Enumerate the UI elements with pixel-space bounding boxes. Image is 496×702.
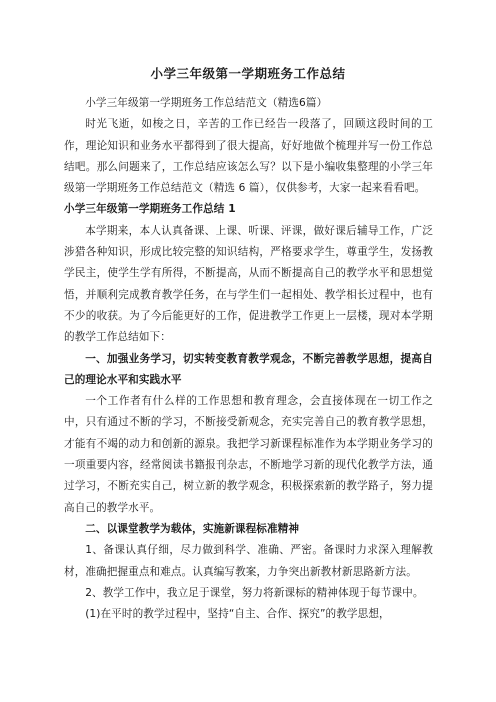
body-paragraph: 2、教学工作中，我立足于课堂，努力将新课标的精神体现于每节课中。: [85, 586, 424, 599]
section-heading: 二、以课堂教学为载体，实施新课程标准精神: [85, 522, 300, 535]
document-body: [64, 93, 433, 625]
body-paragraph: 时光飞逝，如梭之日，辛苦的工作已经告一段落了，回顾这段时间的工作，理论知识和业务水平都得到了很大提高，好好地做个梳理并写一份工作总结吧。那么问题来了，工作总结应该怎么写？以下是小编收集整理的小学三年级第一学期班务工作总结范文（精选 6 篇），仅供参考，大家一起来看看吧。: [64, 118, 433, 195]
body-paragraph: (1)在平时的教学过程中，坚持“自主、合作、探究”的教学思想，: [85, 608, 390, 621]
section-heading: 一、加强业务学习，切实转变教育教学观念，不断完善教学思想，提高自己的理论水平和实践水平: [64, 352, 433, 386]
body-paragraph: 1、备课认真仔细，尽力做到科学、准确、严密。备课时力求深入理解教材，准确把握重点和难点。认真编写教案，力争突出新教材新思路新方法。: [64, 544, 433, 578]
body-paragraph: 一个工作者有什么样的工作思想和教育理念，会直接体现在一切工作之中，只有通过不断的学习，不断接受新观念，充实完善自己的教育教学思想，才能有不竭的动力和创新的源泉。我把学习新课程标准作为本学期业务学习的一项重要内容，经常阅读书籍报刊杂志，不断地学习新的现代化教学方法，通过学习，不断充实自己，树立新的教学观念，积极探索新的教学路子，努力提高自己的教学水平。: [64, 395, 433, 514]
body-paragraph: 小学三年级第一学期班务工作总结范文（精选6篇）: [85, 97, 328, 109]
section-heading: 小学三年级第一学期班务工作总结 1: [64, 203, 236, 216]
body-paragraph: 本学期来，本人认真备课、上课、听课、评课，做好课后辅导工作，广泛涉猎各种知识，形成比较完整的知识结构，严格要求学生，尊重学生，发扬教学民主，使学生学有所得，不断提高，从而不断提高自己的教学水平和思想觉悟，并顺利完成教育教学任务，在与学生们一起相处、教学相长过程中，也有不少的收获。为了今后能更好的工作，促进教学工作更上一层楼，现对本学期的教学工作总结如下：: [64, 224, 433, 344]
document-title: 小学三年级第一学期班务工作总结: [150, 66, 346, 81]
